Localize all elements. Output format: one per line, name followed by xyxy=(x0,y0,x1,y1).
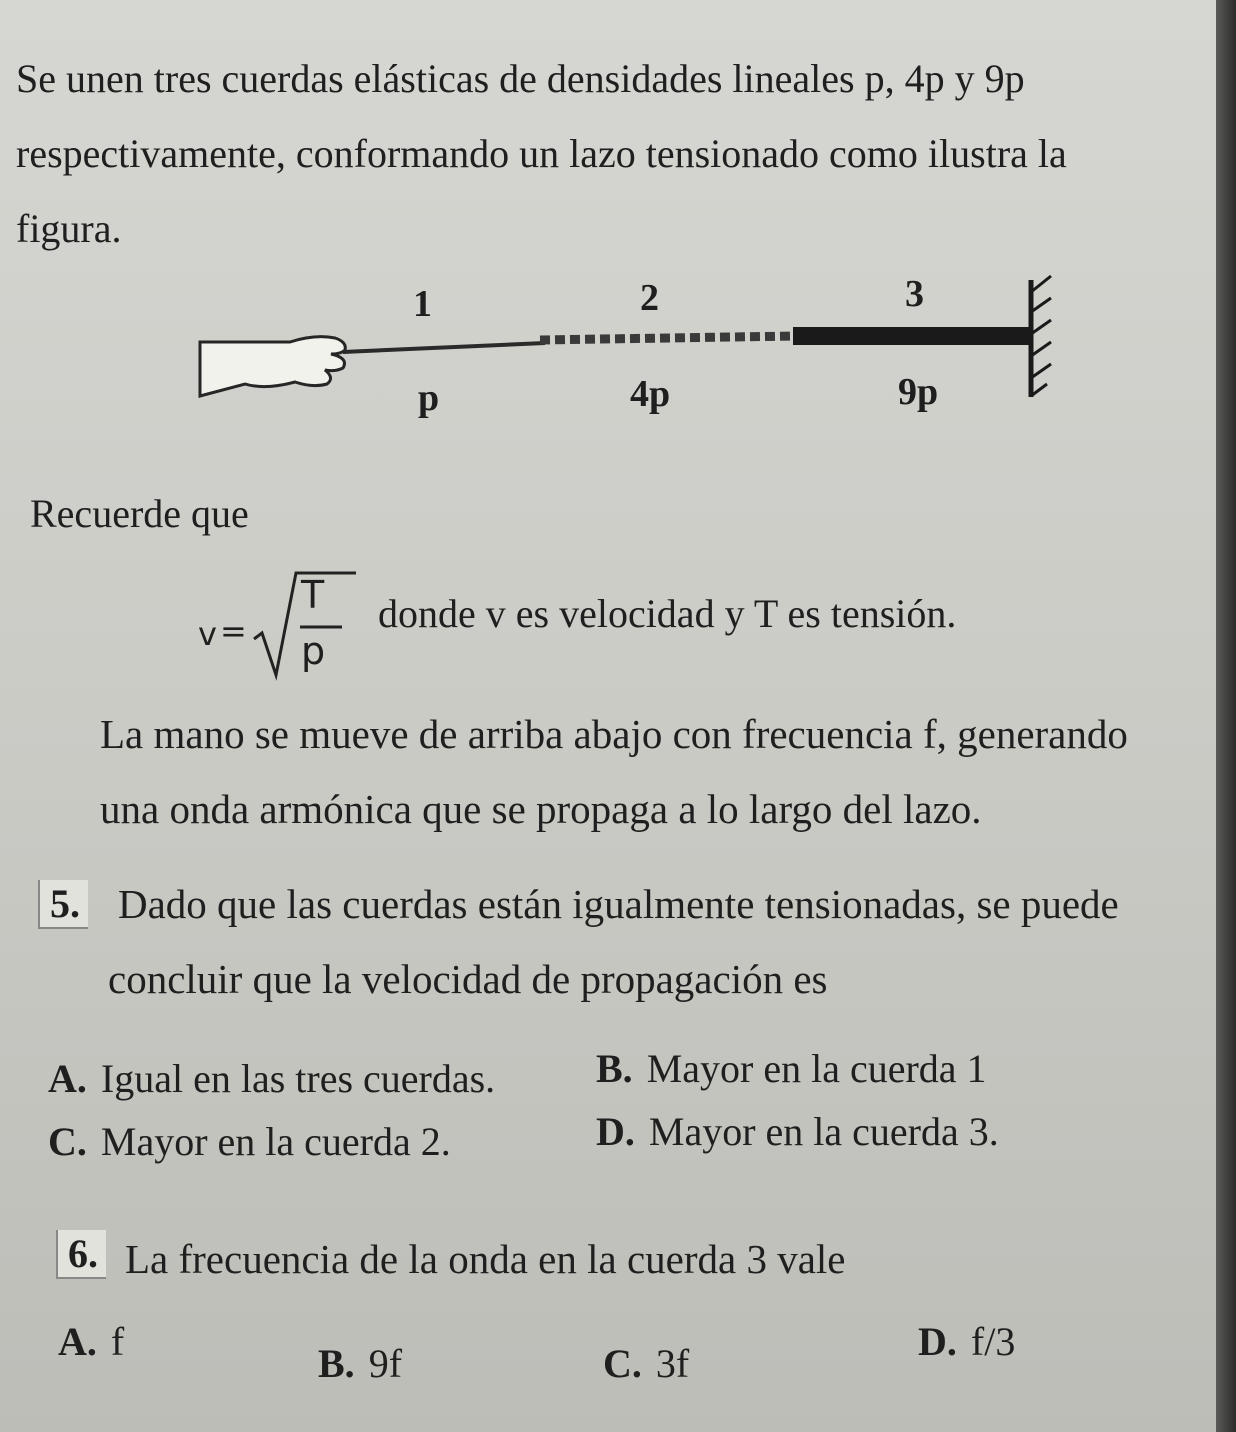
formula-denominator: p xyxy=(301,629,326,673)
string-2-density: 4p xyxy=(630,373,671,415)
string-1-label: 1 xyxy=(413,283,432,325)
question-6-text: La frecuencia de la onda en la cuerda 3 vale xyxy=(125,1236,846,1282)
option-text: 3f xyxy=(655,1341,690,1386)
question-5-option-d[interactable] xyxy=(596,1108,999,1155)
string-1-density: p xyxy=(418,377,440,419)
intro-line-1: Se unen tres cuerdas elásticas de densidades lineales p, 4p y 9p xyxy=(16,56,1025,101)
formula-lhs: v xyxy=(198,615,217,653)
question-6-option-a[interactable] xyxy=(58,1318,124,1365)
option-text: Mayor en la cuerda 2. xyxy=(100,1119,451,1164)
string-2 xyxy=(540,336,795,340)
question-5-text-line-1: Dado que las cuerdas están igualmente tensionadas, se puede xyxy=(118,881,1119,927)
hand-motion-line-1: La mano se mueve de arriba abajo con frecuencia f, generando xyxy=(100,711,1128,757)
question-5-option-c[interactable] xyxy=(48,1118,451,1165)
formula-explanation: donde v es velocidad y T es tensión. xyxy=(378,591,957,636)
option-text: Igual en las tres cuerdas. xyxy=(100,1056,496,1101)
question-6-number: 6. xyxy=(56,1230,106,1279)
question-6-option-d[interactable] xyxy=(918,1318,1015,1365)
option-letter: B. xyxy=(318,1341,355,1386)
velocity-formula xyxy=(198,567,358,687)
question-6-option-c[interactable] xyxy=(603,1340,689,1387)
option-letter: A. xyxy=(58,1319,97,1364)
formula-numerator: T xyxy=(301,573,325,617)
option-text: Mayor en la cuerda 3. xyxy=(648,1109,999,1154)
option-letter: D. xyxy=(596,1109,635,1154)
string-3-label: 3 xyxy=(905,273,924,315)
question-6-option-b[interactable] xyxy=(318,1340,402,1387)
option-text: f xyxy=(110,1319,125,1364)
question-5-text-line-2: concluir que la velocidad de propagación es xyxy=(108,956,828,1002)
hand-motion-line-2: una onda armónica que se propaga a lo largo del lazo. xyxy=(100,786,982,832)
hand-icon xyxy=(200,337,345,396)
string-2-label: 2 xyxy=(640,277,659,319)
intro-line-2: respectivamente, conformando un lazo tensionado como ilustra la xyxy=(16,131,1067,176)
option-letter: C. xyxy=(603,1341,642,1386)
question-5-number: 5. xyxy=(38,880,88,929)
page-edge xyxy=(1216,0,1236,1432)
wall-hatch xyxy=(1031,276,1051,396)
option-text: Mayor en la cuerda 1 xyxy=(646,1046,987,1091)
option-text: 9f xyxy=(368,1341,403,1386)
option-letter: D. xyxy=(918,1319,957,1364)
question-5-option-a[interactable] xyxy=(48,1055,495,1102)
option-letter: C. xyxy=(48,1119,87,1164)
option-letter: A. xyxy=(48,1056,87,1101)
string-3-density: 9p xyxy=(898,371,939,413)
recall-text: Recuerde que xyxy=(30,491,249,536)
string-1 xyxy=(343,343,545,352)
intro-line-3: figura. xyxy=(16,206,122,251)
formula-equals: = xyxy=(220,612,247,650)
question-5-option-b[interactable] xyxy=(596,1045,987,1092)
option-text: f/3 xyxy=(970,1319,1016,1364)
option-letter: B. xyxy=(596,1046,633,1091)
